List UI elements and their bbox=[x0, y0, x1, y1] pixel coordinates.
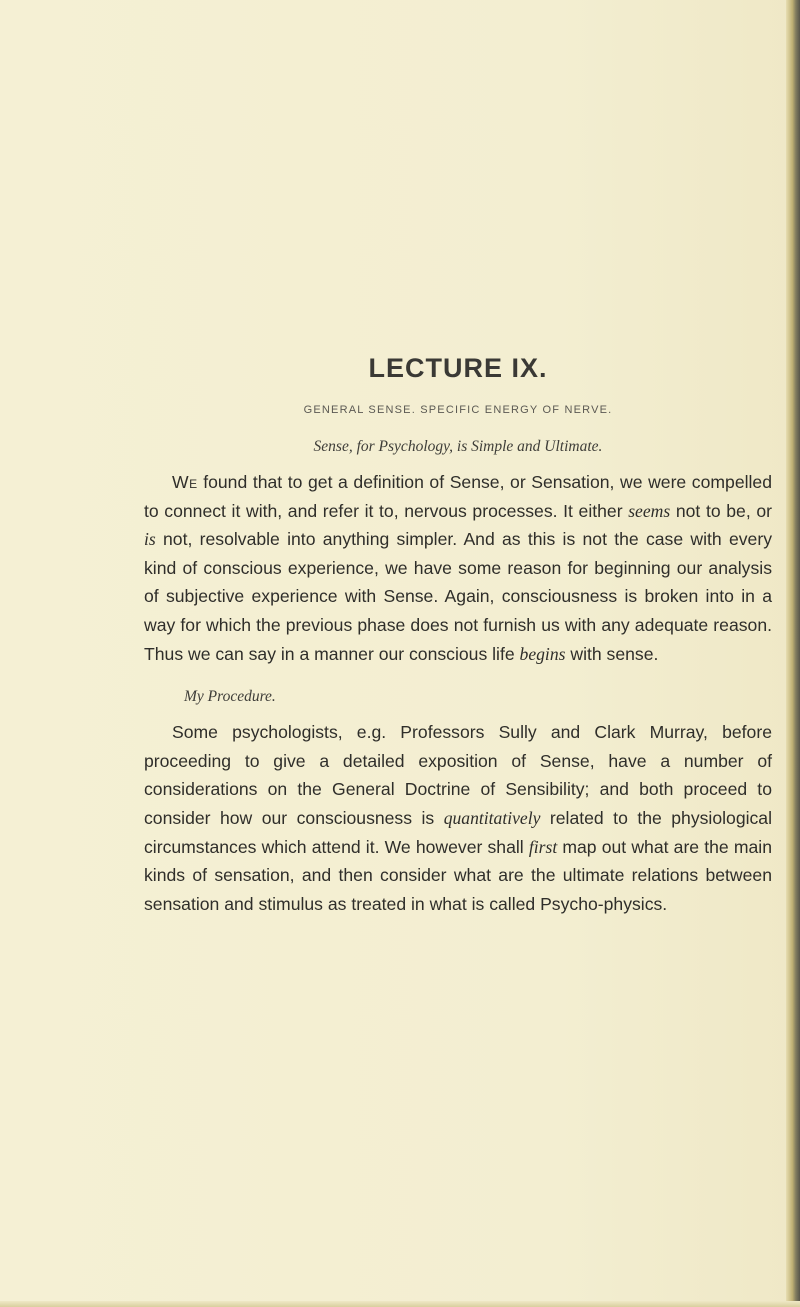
lecture-subtitle: GENERAL SENSE. SPECIFIC ENERGY OF NERVE. bbox=[303, 404, 613, 416]
p1-em-begins: begins bbox=[519, 643, 566, 664]
section-gap bbox=[144, 668, 772, 688]
p2-em-quantitatively: quantitatively bbox=[443, 807, 541, 828]
paragraph-procedure bbox=[144, 718, 772, 918]
heading-part-1: Sense, bbox=[313, 438, 357, 455]
paragraph-sense bbox=[144, 468, 772, 668]
p2-text-c: map out what are the main kinds of sensation, and then consider what are the ultimate relations between sensation and stimulus as treated in what is called Psycho-physics. bbox=[144, 836, 772, 914]
p1-em-seems: seems bbox=[628, 500, 671, 521]
p1-text-b: not to be, or bbox=[670, 500, 772, 521]
opening-word: We bbox=[172, 472, 198, 492]
page-content bbox=[144, 355, 772, 918]
p2-text-a: Some psychologists, e.g. Professors Sully and Clark Murray, before proceeding to give a detailed exposition of Sense, have a number of considerations on the General Doctrine of Sensibility; and both proceed to consider how our consciousness is bbox=[144, 722, 772, 828]
lecture-title: LECTURE IX. bbox=[368, 353, 548, 383]
p1-em-is: is bbox=[144, 529, 156, 550]
heading-part-3: is Simple and Ultimate. bbox=[456, 438, 603, 455]
p1-text-a: found that to get a definition of Sense, or Sensation, we were compelled to connect it with, and refer it to, nervous processes. It either bbox=[144, 472, 772, 521]
p2-text-b: related to the physiological circumstances which attend it. We however shall bbox=[144, 807, 772, 857]
p2-em-first: first bbox=[528, 836, 558, 857]
p1-text-c: not, resolvable into anything simpler. And as this is not the case with every kind of conscious experience, we have some reason for beginning our analysis of subjective experience with Sense. Again, consciousness is broken into in a way for which the previous phase does not furnish us with any adequate reason. Thus we can say in a manner our conscious life bbox=[144, 529, 772, 664]
page-bottom-edge bbox=[0, 1301, 800, 1307]
heading-part-2: for Psychology, bbox=[356, 438, 457, 455]
p1-text-d: with sense. bbox=[565, 643, 659, 664]
section-heading-sense bbox=[144, 438, 772, 456]
section-heading-procedure: My Procedure. bbox=[184, 688, 276, 706]
page-edge-shadow bbox=[786, 0, 800, 1307]
